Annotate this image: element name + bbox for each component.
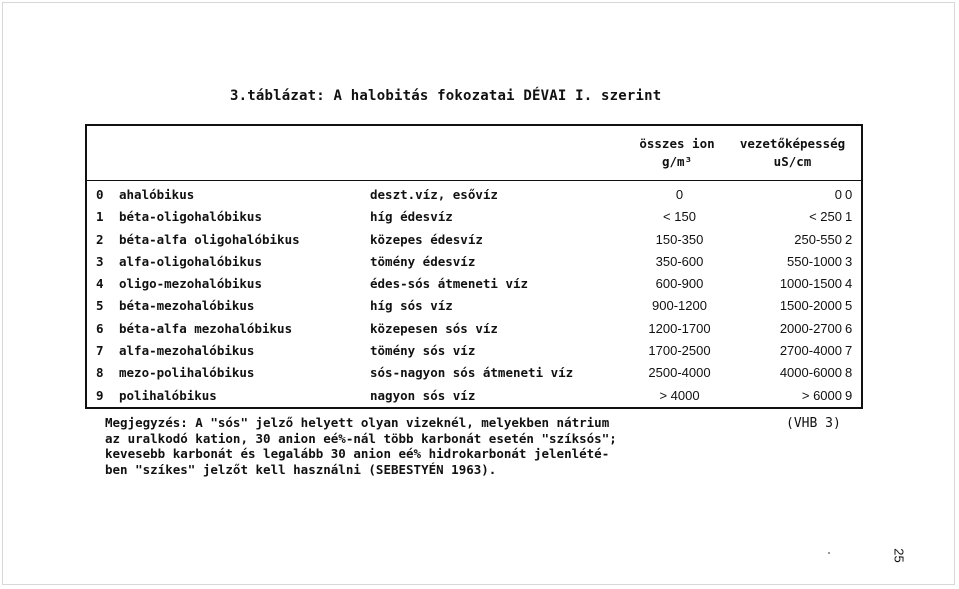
row-total-ion: < 150: [663, 209, 696, 225]
row-water-type: nagyon sós víz: [370, 387, 476, 403]
header-divider: [87, 180, 861, 181]
row-water-type: deszt.víz, esővíz: [370, 187, 498, 202]
row-conductivity: 1500-2000: [779, 298, 842, 314]
footnote-line: az uralkodó kation, 30 anion eé%-nál több karbonát esetén "szíksós";: [105, 430, 617, 446]
row-conductivity: 1000-1500: [779, 276, 842, 292]
row-water-type: édes-sós átmeneti víz: [370, 276, 529, 292]
scan-speck: [828, 552, 830, 554]
row-water-type: közepes édesvíz: [370, 231, 483, 247]
row-category: oligo-mezohalóbikus: [119, 276, 262, 292]
row-index-right: 7: [845, 343, 853, 359]
row-index-right: 6: [845, 320, 853, 336]
row-category: alfa-oligohalóbikus: [119, 253, 262, 269]
row-conductivity: 550-1000: [787, 253, 842, 269]
table-row: [87, 251, 861, 273]
row-conductivity: > 6000: [801, 387, 842, 403]
row-index: 4: [96, 276, 104, 292]
row-water-type: tömény édesvíz: [370, 253, 476, 269]
row-conductivity: 2700-4000: [779, 343, 842, 359]
row-total-ion: 150-350: [655, 231, 704, 247]
row-conductivity: < 250: [809, 209, 842, 225]
row-category: béta-mezohalóbikus: [119, 298, 255, 314]
header-total-ion: összes ion: [639, 136, 715, 151]
footnote-line: Megjegyzés: A "sós" jelző helyett olyan vizeknél, melyekben nátrium: [105, 415, 610, 430]
table-row: [87, 318, 861, 340]
row-index: 2: [96, 231, 104, 247]
table-row: [87, 206, 861, 228]
row-index-right: 8: [845, 365, 853, 381]
row-total-ion: 900-1200: [652, 298, 707, 314]
row-index-right: 1: [845, 209, 853, 225]
table-row: [87, 184, 861, 206]
row-conductivity: 250-550: [794, 231, 842, 247]
header-conductivity: vezetőképesség: [739, 136, 846, 151]
row-water-type: tömény sós víz: [370, 343, 476, 359]
header-conductivity-unit: uS/cm: [773, 154, 812, 169]
row-total-ion: 2500-4000: [648, 365, 711, 381]
row-index: 8: [96, 365, 104, 381]
table-body: [87, 184, 861, 407]
row-total-ion: 0: [675, 187, 684, 202]
row-category: mezo-polihalóbikus: [119, 365, 255, 381]
table-row: [87, 385, 861, 407]
row-index: 6: [96, 320, 104, 336]
row-index: 3: [96, 253, 104, 269]
row-index-right: 4: [845, 276, 853, 292]
row-index-right: 2: [845, 231, 853, 247]
row-category: béta-alfa mezohalóbikus: [119, 320, 293, 336]
row-category: béta-oligohalóbikus: [119, 209, 262, 225]
page-number: 25: [891, 548, 907, 563]
row-total-ion: 350-600: [655, 253, 704, 269]
row-index-right: 5: [845, 298, 853, 314]
row-conductivity: 2000-2700: [779, 320, 842, 336]
row-water-type: sós-nagyon sós átmeneti víz: [370, 365, 574, 381]
row-category: polihalóbikus: [119, 387, 217, 403]
row-index: 7: [96, 343, 104, 359]
row-water-type: híg sós víz: [370, 298, 453, 314]
row-water-type: híg édesvíz: [370, 209, 453, 225]
table-row: [87, 295, 861, 317]
footnote-line: kevesebb karbonát és legalább 30 anion eé% hidrokarbonát jelenlété-: [105, 446, 610, 461]
row-index: 1: [96, 209, 104, 225]
row-total-ion: 1700-2500: [648, 343, 711, 359]
row-category: alfa-mezohalóbikus: [119, 343, 255, 359]
footnote-line: ben "szíkes" jelzőt kell használni (SEBESTYÉN 1963).: [105, 461, 497, 477]
row-index-right: 9: [845, 387, 853, 403]
table-row: [87, 362, 861, 384]
halobity-table: [85, 124, 863, 409]
table-footnote: [105, 415, 745, 477]
source-reference: (VHB 3): [786, 416, 841, 431]
table-row: [87, 340, 861, 362]
header-total-ion-unit: g/m³: [661, 154, 693, 169]
row-total-ion: 1200-1700: [648, 320, 711, 336]
table-row: [87, 229, 861, 251]
row-index: 9: [96, 387, 104, 403]
row-water-type: közepesen sós víz: [370, 320, 498, 336]
row-conductivity: 0: [834, 187, 842, 202]
table-title: 3.táblázat: A halobitás fokozatai DÉVAI I. szerint: [230, 88, 662, 104]
row-category: ahalóbikus: [119, 187, 195, 202]
row-index-right: 0: [845, 187, 853, 202]
row-index: 0: [96, 187, 104, 202]
row-total-ion: > 4000: [659, 387, 700, 403]
row-index: 5: [96, 298, 104, 314]
row-index-right: 3: [845, 253, 853, 269]
table-row: [87, 273, 861, 295]
row-category: béta-alfa oligohalóbikus: [119, 231, 300, 247]
row-total-ion: 600-900: [655, 276, 704, 292]
row-conductivity: 4000-6000: [779, 365, 842, 381]
